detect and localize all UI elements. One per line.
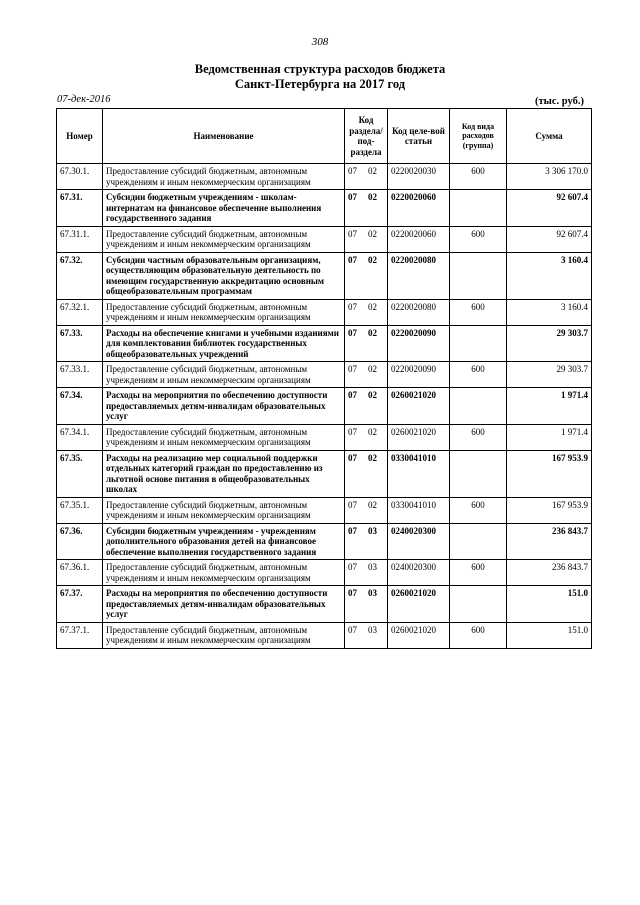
row-number: 67.37. — [57, 586, 103, 623]
table-row — [57, 450, 592, 497]
subsection-code: 03 — [368, 525, 377, 536]
row-expense-kind: 600 — [450, 424, 507, 450]
section-code: 07 — [348, 166, 357, 176]
currency-unit: (тыс. руб.) — [535, 96, 584, 107]
row-number: 67.36.1. — [57, 560, 103, 586]
row-section-code — [345, 424, 388, 450]
row-expense-kind: 600 — [450, 362, 507, 388]
section-code: 07 — [348, 192, 357, 202]
row-section-code — [345, 164, 388, 190]
table-row — [57, 226, 592, 252]
row-expense-kind: 600 — [450, 226, 507, 252]
row-number: 67.31. — [57, 190, 103, 227]
header-expense-kind: Код вида расходов (группа) — [450, 109, 507, 164]
row-expense-kind — [450, 450, 507, 497]
table-row — [57, 190, 592, 227]
row-sum: 92 607.4 — [507, 190, 592, 227]
row-number: 67.32. — [57, 252, 103, 299]
row-section-code — [345, 252, 388, 299]
section-code: 07 — [348, 562, 357, 572]
row-number: 67.33.1. — [57, 362, 103, 388]
section-code: 07 — [348, 364, 357, 374]
subsection-code: 02 — [368, 254, 377, 265]
subsection-code: 02 — [368, 192, 377, 202]
row-section-code — [345, 299, 388, 325]
row-section-code — [345, 325, 388, 362]
row-number: 67.34. — [57, 388, 103, 425]
row-name: Расходы на обеспечение книгами и учебными изданиями для комплектования библиотек государственных общеобразовательных учреждений — [103, 325, 345, 362]
row-sum: 3 160.4 — [507, 299, 592, 325]
document-date: 07-дек-2016 — [57, 94, 111, 105]
row-expense-kind — [450, 252, 507, 299]
row-article-code: 0220020080 — [388, 299, 450, 325]
subsection-code: 03 — [368, 588, 377, 598]
section-code: 07 — [348, 452, 357, 463]
table-row — [57, 586, 592, 623]
row-name: Предоставление субсидий бюджетным, автономным учреждениям и иным некоммерческим организациям — [103, 226, 345, 252]
section-code: 07 — [348, 228, 357, 239]
row-expense-kind — [450, 586, 507, 623]
row-section-code — [345, 586, 388, 623]
table-row — [57, 252, 592, 299]
table-body — [57, 164, 592, 649]
row-name: Предоставление субсидий бюджетным, автономным учреждениям и иным некоммерческим организациям — [103, 424, 345, 450]
header-sum: Сумма — [507, 109, 592, 164]
row-number: 67.31.1. — [57, 226, 103, 252]
table-row — [57, 388, 592, 425]
row-expense-kind — [450, 388, 507, 425]
row-section-code — [345, 497, 388, 523]
table-row — [57, 497, 592, 523]
section-code: 07 — [348, 254, 357, 265]
table-row — [57, 299, 592, 325]
row-section-code — [345, 226, 388, 252]
row-section-code — [345, 560, 388, 586]
document-subtitle: Санкт-Петербурга на 2017 год — [234, 77, 406, 91]
subsection-code: 02 — [368, 426, 377, 437]
row-article-code: 0260021020 — [388, 622, 450, 648]
row-name: Предоставление субсидий бюджетным, автономным учреждениям и иным некоммерческим организациям — [103, 497, 345, 523]
row-section-code — [345, 362, 388, 388]
row-expense-kind — [450, 325, 507, 362]
row-sum: 236 843.7 — [507, 523, 592, 560]
row-section-code — [345, 190, 388, 227]
row-number: 67.32.1. — [57, 299, 103, 325]
row-sum: 151.0 — [507, 622, 592, 648]
subsection-code: 03 — [368, 562, 377, 572]
row-article-code: 0220020030 — [388, 164, 450, 190]
row-section-code — [345, 388, 388, 425]
section-code: 07 — [348, 588, 357, 598]
row-article-code: 0220020060 — [388, 190, 450, 227]
row-sum: 236 843.7 — [507, 560, 592, 586]
row-article-code: 0220020080 — [388, 252, 450, 299]
row-name: Субсидии частным образовательным организациям, осуществляющим образовательную деятельность по имеющим государственную аккредитацию основным общеобразовательным программам — [103, 252, 345, 299]
section-code: 07 — [348, 525, 357, 536]
row-number: 67.33. — [57, 325, 103, 362]
row-sum: 1 971.4 — [507, 388, 592, 425]
section-code: 07 — [348, 624, 357, 635]
subsection-code: 02 — [368, 301, 377, 312]
row-number: 67.36. — [57, 523, 103, 560]
row-number: 67.35.1. — [57, 497, 103, 523]
row-expense-kind: 600 — [450, 299, 507, 325]
row-name: Предоставление субсидий бюджетным, автономным учреждениям и иным некоммерческим организациям — [103, 362, 345, 388]
row-sum: 3 160.4 — [507, 252, 592, 299]
row-article-code: 0220020090 — [388, 325, 450, 362]
row-article-code: 0220020060 — [388, 226, 450, 252]
subsection-code: 03 — [368, 624, 377, 635]
row-name: Предоставление субсидий бюджетным, автономным учреждениям и иным некоммерческим организациям — [103, 622, 345, 648]
table-row — [57, 424, 592, 450]
section-code: 07 — [348, 327, 357, 338]
table-row — [57, 523, 592, 560]
row-sum: 92 607.4 — [507, 226, 592, 252]
row-expense-kind: 600 — [450, 622, 507, 648]
row-expense-kind — [450, 523, 507, 560]
page-number: 308 — [311, 36, 329, 48]
row-name: Предоставление субсидий бюджетным, автономным учреждениям и иным некоммерческим организациям — [103, 560, 345, 586]
row-name: Расходы на мероприятия по обеспечению доступности предоставляемых детям-инвалидам образовательных услуг — [103, 388, 345, 425]
subsection-code: 02 — [368, 364, 377, 374]
row-number: 67.35. — [57, 450, 103, 497]
row-article-code: 0240020300 — [388, 560, 450, 586]
row-name: Расходы на мероприятия по обеспечению доступности предоставляемых детям-инвалидам образовательных услуг — [103, 586, 345, 623]
table-row — [57, 164, 592, 190]
row-article-code: 0240020300 — [388, 523, 450, 560]
row-section-code — [345, 622, 388, 648]
section-code: 07 — [348, 426, 357, 437]
row-number: 67.34.1. — [57, 424, 103, 450]
header-section-code: Код раздела/ под-раздела — [345, 109, 388, 164]
section-code: 07 — [348, 390, 357, 400]
row-sum: 151.0 — [507, 586, 592, 623]
row-name: Расходы на реализацию мер социальной поддержки отдельных категорий граждан по предоставлению из льготной основе питания в общеобразовательных школах — [103, 450, 345, 497]
row-sum: 29 303.7 — [507, 325, 592, 362]
row-number: 67.37.1. — [57, 622, 103, 648]
row-sum: 167 953.9 — [507, 497, 592, 523]
row-article-code: 0260021020 — [388, 388, 450, 425]
row-expense-kind: 600 — [450, 560, 507, 586]
row-expense-kind: 600 — [450, 497, 507, 523]
row-article-code: 0260021020 — [388, 424, 450, 450]
row-expense-kind: 600 — [450, 164, 507, 190]
header-name: Наименование — [103, 109, 345, 164]
table-row — [57, 622, 592, 648]
subsection-code: 02 — [368, 452, 377, 463]
table-row — [57, 362, 592, 388]
subsection-code: 02 — [368, 390, 377, 400]
row-article-code: 0330041010 — [388, 497, 450, 523]
row-expense-kind — [450, 190, 507, 227]
row-sum: 3 306 170.0 — [507, 164, 592, 190]
row-article-code: 0220020090 — [388, 362, 450, 388]
header-number: Номер — [57, 109, 103, 164]
row-name: Субсидии бюджетным учреждениям - школам-интернатам на финансовое обеспечение выполнения государственного задания — [103, 190, 345, 227]
row-name: Субсидии бюджетным учреждениям - учреждениям дополнительного образования детей на финансовое обеспечение выполнения государственного задания — [103, 523, 345, 560]
subsection-code: 02 — [368, 166, 377, 176]
row-name: Предоставление субсидий бюджетным, автономным учреждениям и иным некоммерческим организациям — [103, 299, 345, 325]
document-title: Ведомственная структура расходов бюджета — [194, 62, 446, 76]
subsection-code: 02 — [368, 327, 377, 338]
table-row — [57, 560, 592, 586]
table-header-row — [57, 109, 592, 164]
budget-table — [56, 108, 592, 649]
subsection-code: 02 — [368, 228, 377, 239]
row-sum: 1 971.4 — [507, 424, 592, 450]
row-sum: 167 953.9 — [507, 450, 592, 497]
row-section-code — [345, 450, 388, 497]
row-article-code: 0260021020 — [388, 586, 450, 623]
row-number: 67.30.1. — [57, 164, 103, 190]
subsection-code: 02 — [368, 499, 377, 510]
section-code: 07 — [348, 499, 357, 510]
row-article-code: 0330041010 — [388, 450, 450, 497]
row-section-code — [345, 523, 388, 560]
table-row — [57, 325, 592, 362]
row-sum: 29 303.7 — [507, 362, 592, 388]
header-article-code: Код целе-вой статьи — [388, 109, 450, 164]
row-name: Предоставление субсидий бюджетным, автономным учреждениям и иным некоммерческим организациям — [103, 164, 345, 190]
section-code: 07 — [348, 301, 357, 312]
